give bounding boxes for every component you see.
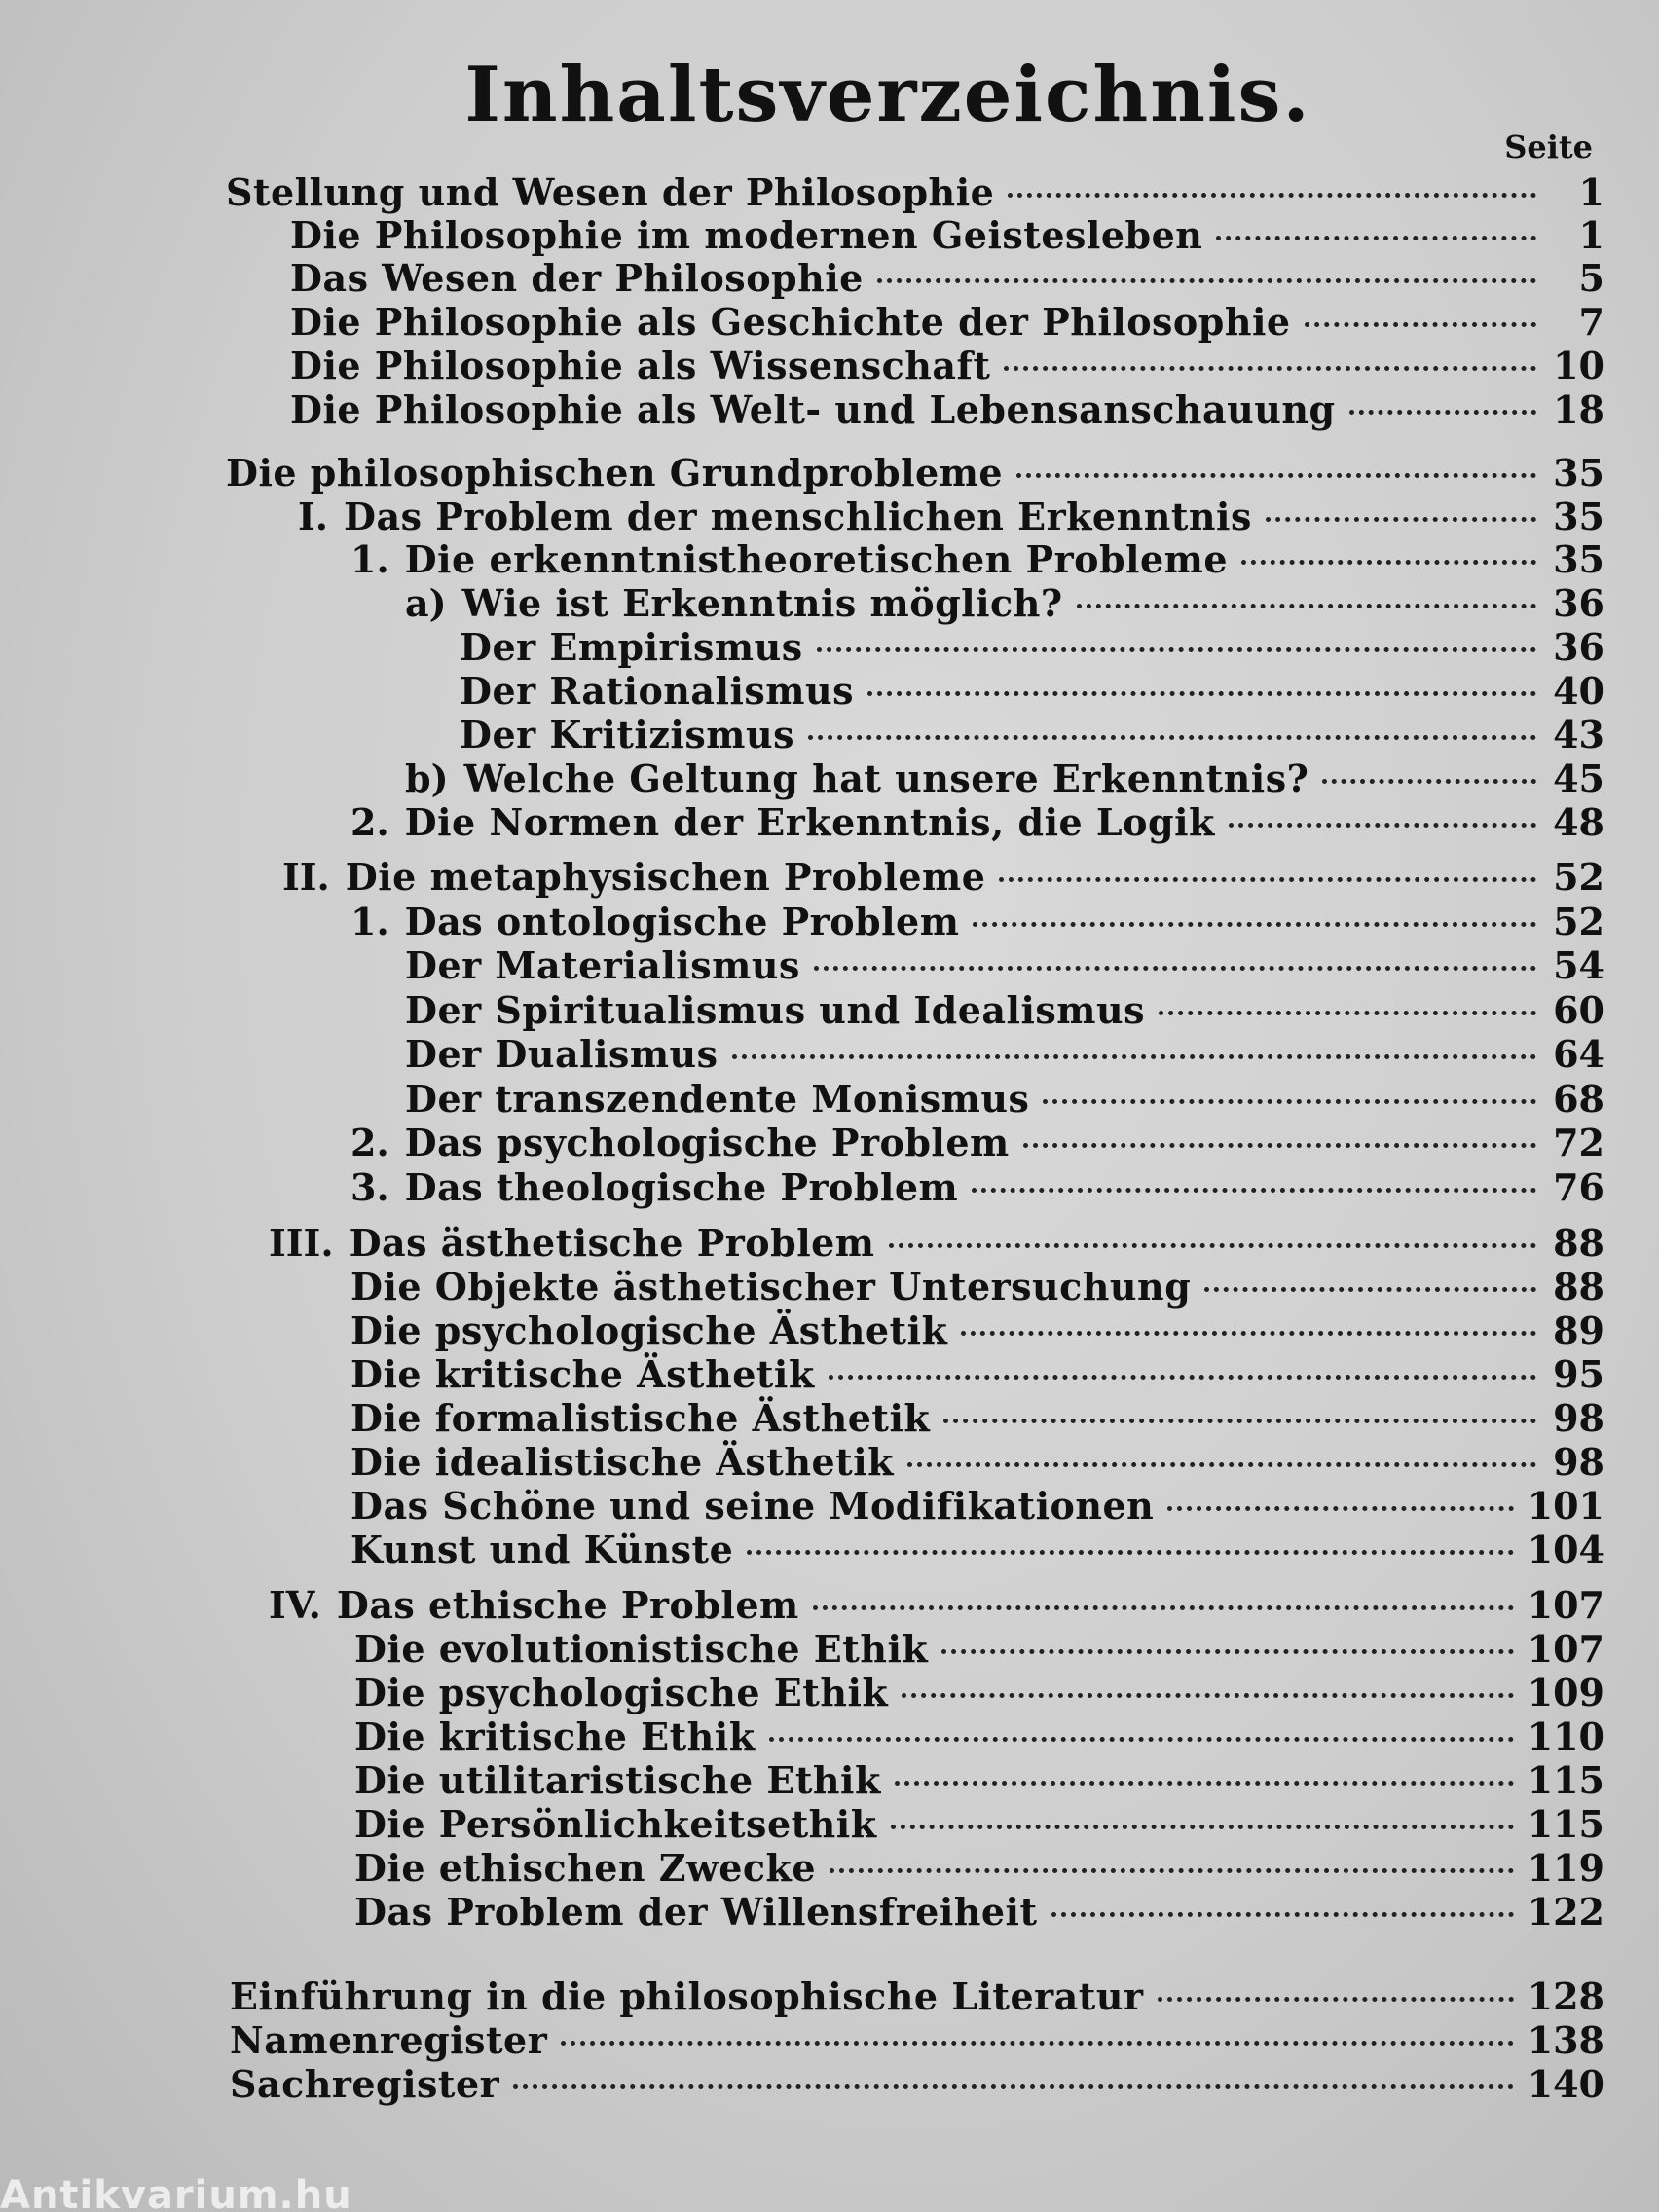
toc-entry	[350, 1309, 1604, 1352]
leader-dots	[1266, 517, 1536, 522]
toc-entry	[350, 1122, 1604, 1164]
leader-dots	[907, 1462, 1536, 1467]
toc-entry-page: 89	[1553, 1309, 1604, 1352]
toc-entry	[354, 1628, 1604, 1671]
toc-entry	[290, 388, 1604, 431]
toc-entry-page: 138	[1527, 2018, 1604, 2062]
leader-dots	[889, 1243, 1536, 1248]
toc-entry-number: 2.	[350, 1121, 389, 1164]
toc-entry-page: 10	[1553, 344, 1604, 387]
toc-entry-page: 36	[1553, 625, 1604, 669]
leader-dots	[1043, 1099, 1536, 1104]
leader-dots	[1051, 1912, 1514, 1917]
toc-entry-page: 76	[1553, 1165, 1604, 1209]
toc-entry	[354, 1803, 1604, 1846]
leader-dots	[1077, 604, 1536, 608]
toc-entry-label: Das ontologische Problem	[404, 900, 960, 943]
toc-entry-page: 98	[1553, 1396, 1604, 1440]
toc-entry-page: 5	[1578, 256, 1604, 300]
toc-entry-label: Die evolutionistische Ethik	[354, 1627, 929, 1671]
toc-entry-label: Der Empirismus	[460, 625, 803, 669]
toc-entry-number: 3.	[350, 1165, 389, 1209]
leader-dots	[1158, 1997, 1514, 2002]
toc-entry	[298, 496, 1604, 538]
toc-entry-label: Die Philosophie im modernen Geistesleben	[290, 213, 1203, 257]
leader-dots	[732, 1054, 1536, 1059]
toc-entry-label: Kunst und Künste	[350, 1528, 734, 1571]
toc-entry	[405, 582, 1604, 625]
toc-entry	[290, 257, 1604, 300]
toc-entry-label: Die Objekte ästhetischer Untersuchung	[350, 1265, 1192, 1309]
toc-entry	[269, 1222, 1604, 1265]
toc-entry-page: 7	[1578, 300, 1604, 344]
toc-entry	[350, 538, 1604, 581]
toc-entry	[405, 757, 1604, 800]
leader-dots	[513, 2084, 1513, 2089]
toc-entry-page: 60	[1553, 988, 1604, 1032]
toc-entry-label: Die erkenntnistheoretischen Probleme	[404, 537, 1229, 581]
leader-dots	[877, 278, 1536, 283]
toc-entry-page: 40	[1553, 669, 1604, 713]
toc-entry-page: 43	[1553, 713, 1604, 756]
toc-entry-label: Das Wesen der Philosophie	[290, 256, 864, 300]
toc-entry-label: Die Philosophie als Welt- und Lebensanschauung	[290, 387, 1336, 431]
toc-entry	[230, 1975, 1604, 2018]
toc-entry-number: 1.	[350, 537, 389, 581]
toc-entry-page: 52	[1553, 855, 1604, 899]
toc-entry	[354, 1847, 1604, 1890]
toc-entry-number: III.	[269, 1221, 334, 1265]
toc-entry-label: Die utilitaristische Ethik	[354, 1758, 881, 1802]
toc-entry	[405, 1033, 1604, 1076]
toc-entry-label: Das ethische Problem	[336, 1583, 799, 1627]
page-title: Inhaltsverzeichnis.	[464, 51, 1311, 139]
toc-entry	[350, 901, 1604, 943]
toc-entry-label: Die kritische Ethik	[354, 1714, 756, 1758]
leader-dots	[830, 1868, 1514, 1873]
toc-entry-page: 72	[1553, 1121, 1604, 1164]
leader-dots	[895, 1781, 1514, 1786]
leader-dots	[1004, 366, 1536, 371]
toc-entry-page: 98	[1553, 1440, 1604, 1484]
page-column-label: Seite	[1504, 129, 1593, 166]
toc-entry-page: 35	[1553, 537, 1604, 581]
toc-entry-label: Die kritische Ästhetik	[350, 1352, 815, 1396]
leader-dots	[867, 691, 1536, 696]
leader-dots	[808, 735, 1536, 740]
toc-entry-page: 35	[1553, 451, 1604, 495]
leader-dots	[1016, 473, 1536, 478]
toc-entry	[350, 1441, 1604, 1484]
leader-dots	[1305, 322, 1536, 327]
toc-entry-page: 88	[1553, 1221, 1604, 1265]
toc-entry-label: Das psychologische Problem	[404, 1121, 1010, 1164]
leader-dots	[1216, 236, 1536, 240]
toc-entry-page: 88	[1553, 1265, 1604, 1309]
toc-entry-number: 1.	[350, 900, 389, 943]
toc-entry	[405, 944, 1604, 987]
toc-entry-label: Das Schöne und seine Modifikationen	[350, 1484, 1155, 1528]
toc-entry-label: Die formalistische Ästhetik	[350, 1396, 931, 1440]
toc-entry-page: 115	[1527, 1802, 1604, 1846]
toc-entry-label: Welche Geltung hat unsere Erkenntnis?	[463, 756, 1309, 800]
toc-entry-label: Die idealistische Ästhetik	[350, 1440, 894, 1484]
toc-entry-page: 95	[1553, 1352, 1604, 1396]
toc-entry	[350, 1353, 1604, 1396]
toc-entry-page: 128	[1527, 1974, 1604, 2018]
toc-entry-label: Wie ist Erkenntnis möglich?	[461, 581, 1063, 625]
toc-entry-label: Die ethischen Zwecke	[354, 1846, 817, 1890]
toc-entry	[460, 626, 1604, 669]
leader-dots	[961, 1331, 1536, 1336]
toc-entry	[350, 1266, 1604, 1309]
toc-entry	[354, 1672, 1604, 1714]
toc-entry-number: a)	[405, 581, 447, 625]
leader-dots	[817, 647, 1536, 652]
toc-entry	[405, 1078, 1604, 1121]
toc-entry-page: 107	[1527, 1583, 1604, 1627]
toc-entry-label: Die Philosophie als Geschichte der Philosophie	[290, 300, 1291, 344]
toc-entry	[226, 452, 1604, 495]
leader-dots	[973, 922, 1536, 927]
toc-entry-label: Der Rationalismus	[460, 669, 855, 713]
leader-dots	[902, 1693, 1513, 1698]
toc-entry-label: Der Dualismus	[405, 1032, 719, 1076]
toc-entry-page: 45	[1553, 756, 1604, 800]
toc-entry-label: Einführung in die philosophische Literatur	[230, 1974, 1144, 2018]
toc-entry-page: 140	[1527, 2062, 1604, 2106]
toc-entry-page: 104	[1527, 1528, 1604, 1571]
toc-entry-page: 48	[1553, 800, 1604, 844]
toc-entry	[350, 1485, 1604, 1528]
toc-entry-page: 101	[1527, 1484, 1604, 1528]
toc-entry-label: Das theologische Problem	[404, 1165, 959, 1209]
leader-dots	[1241, 560, 1536, 565]
toc-entry	[350, 1529, 1604, 1571]
leader-dots	[747, 1550, 1513, 1555]
watermark: Antikvarium.hu	[0, 2173, 352, 2212]
toc-entry	[354, 1715, 1604, 1758]
toc-entry	[350, 1166, 1604, 1209]
toc-entry-page: 110	[1527, 1714, 1604, 1758]
toc-entry	[290, 301, 1604, 344]
leader-dots	[813, 1605, 1514, 1610]
toc-entry-number: I.	[298, 495, 329, 538]
toc-entry-page: 1	[1578, 213, 1604, 257]
leader-dots	[1229, 823, 1536, 828]
toc-entry-label: Die Normen der Erkenntnis, die Logik	[404, 800, 1215, 844]
toc-entry-page: 54	[1553, 943, 1604, 987]
toc-entry	[354, 1759, 1604, 1802]
toc-entry-page: 35	[1553, 495, 1604, 538]
toc-entry-label: Die Philosophie als Wissenschaft	[290, 344, 991, 387]
toc-entry	[290, 345, 1604, 387]
toc-entry-page: 1	[1578, 170, 1604, 214]
toc-entry	[405, 989, 1604, 1032]
toc-entry-label: Stellung und Wesen der Philosophie	[226, 170, 995, 214]
toc-entry-label: Das Problem der menschlichen Erkenntnis	[344, 495, 1252, 538]
toc-entry	[282, 856, 1604, 899]
toc-entry-page: 68	[1553, 1077, 1604, 1121]
leader-dots	[1008, 193, 1536, 198]
toc-entry	[269, 1584, 1604, 1627]
leader-dots	[999, 877, 1536, 882]
leader-dots	[972, 1188, 1536, 1193]
toc-entry	[230, 2063, 1604, 2106]
toc-entry	[350, 1397, 1604, 1440]
leader-dots	[1167, 1506, 1513, 1511]
leader-dots	[941, 1649, 1513, 1654]
toc-entry	[350, 801, 1604, 844]
leader-dots	[891, 1825, 1514, 1829]
toc-entry-page: 64	[1553, 1032, 1604, 1076]
toc-entry-label: Das Problem der Willensfreiheit	[354, 1890, 1038, 1934]
toc-entry-page: 36	[1553, 581, 1604, 625]
toc-entry-page: 18	[1553, 387, 1604, 431]
leader-dots	[1322, 779, 1536, 784]
toc-entry-label: Das ästhetische Problem	[349, 1221, 875, 1265]
toc-entry-label: Sachregister	[230, 2062, 500, 2106]
leader-dots	[1349, 410, 1536, 415]
toc-entry-page: 115	[1527, 1758, 1604, 1802]
toc-entry-number: 2.	[350, 800, 389, 844]
toc-entry-label: Die metaphysischen Probleme	[345, 855, 986, 899]
leader-dots	[829, 1375, 1536, 1380]
toc-entry-label: Die psychologische Ethik	[354, 1671, 889, 1714]
toc-entry-page: 109	[1527, 1671, 1604, 1714]
leader-dots	[769, 1737, 1514, 1742]
leader-dots	[943, 1419, 1536, 1423]
leader-dots	[1023, 1143, 1536, 1148]
leader-dots	[814, 966, 1536, 971]
toc-entry-page: 52	[1553, 900, 1604, 943]
toc-entry	[290, 214, 1604, 257]
toc-entry	[460, 714, 1604, 756]
toc-entry	[226, 171, 1604, 214]
leader-dots	[1204, 1287, 1536, 1292]
toc-entry-label: Die psychologische Ästhetik	[350, 1309, 948, 1352]
toc-entry-page: 122	[1527, 1890, 1604, 1934]
toc-entry-label: Die philosophischen Grundprobleme	[226, 451, 1004, 495]
leader-dots	[561, 2041, 1513, 2046]
toc-entry	[460, 670, 1604, 713]
toc-entry-page: 107	[1527, 1627, 1604, 1671]
toc-entry-number: II.	[282, 855, 330, 899]
toc-entry	[354, 1891, 1604, 1934]
toc-entry-label: Der Kritizismus	[460, 713, 794, 756]
toc-entry-label: Der Spiritualismus und Idealismus	[405, 988, 1146, 1032]
toc-entry-label: Die Persönlichkeitsethik	[354, 1802, 877, 1846]
toc-entry-label: Der Materialismus	[405, 943, 800, 987]
toc-entry-number: IV.	[269, 1583, 321, 1627]
toc-entry-number: b)	[405, 756, 449, 800]
toc-entry	[230, 2019, 1604, 2062]
toc-entry-label: Namenregister	[230, 2018, 548, 2062]
toc-entry-label: Der transzendente Monismus	[405, 1077, 1030, 1121]
leader-dots	[1159, 1011, 1536, 1015]
toc-entry-page: 119	[1527, 1846, 1604, 1890]
